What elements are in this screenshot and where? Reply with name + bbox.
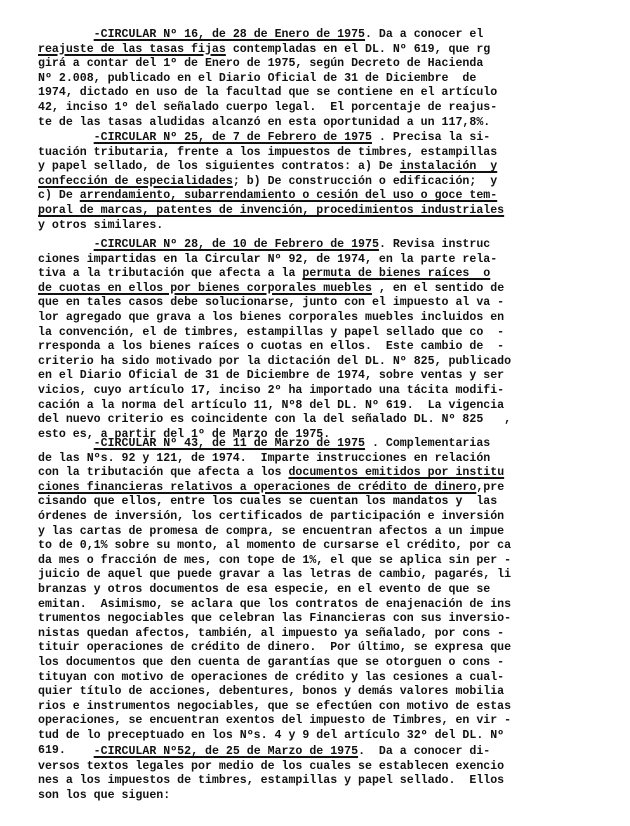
text-segment: juicio de aquel que puede gravar a las letras de cambio, pagarés, li [38,568,512,582]
text-segment: 619. [38,743,66,757]
text-segment: . Complementarias [365,437,491,450]
underlined-text: permuta de bienes raíces o [302,267,491,281]
text-segment: 42, inciso 1º del señalado cuerpo legal. El porcentaje de reajus- [38,101,498,114]
circular-5-line [38,760,504,774]
text-segment: los documentos que den cuenta de garantías que se otorguen o cons - [38,656,505,669]
text-segment: ; b) De construcción o edificación; y [232,174,498,188]
text-segment: nistas quedan afectos, también, al impuesto ya señalado, por cons - [38,626,505,640]
text-segment: y las cartas de promesa de compra, se encuentran afectos a un impue [38,524,505,538]
circular-2-line [38,204,504,218]
text-segment: . Da a conocer di- [358,745,491,758]
underlined-text: confección de especialidades [38,174,233,188]
text-segment: tuación tributaria, frente a los impuestos de timbres, estampillas [38,145,498,159]
circular-2-line [38,219,163,233]
circular-1-line [38,43,490,57]
text-segment: cisando que ellos, entre los cuales se cuentan los mandatos y las [38,495,498,509]
circular-1-line [38,116,490,130]
circular-2-line [38,160,497,174]
underlined-text: -CIRCULAR Nº 16, de 28 de Enero de 1975 [93,28,366,41]
text-segment [38,238,94,251]
circular-1-line [38,28,483,42]
circular-2-line [38,146,497,160]
text-segment: da mes o fracción de mes, con tope de 1%, el que se aplica sin per - [38,553,512,567]
underlined-text: instalación y [399,160,498,174]
circular-3-line [38,340,504,354]
underlined-text: -CIRCULAR Nº 25, de 7 de Febrero de 1975 [93,131,372,144]
circular-4-line [38,685,504,699]
text-segment: son los que siguen: [38,788,171,802]
text-segment: . Precisa la si- [371,131,491,144]
circular-3-line [38,311,504,325]
text-segment: del nuevo criterio es coincidente con la del señalado DL. Nº 825 , [38,413,512,427]
text-segment: vicios, cuyo artículo 17, inciso 2º ha importado una tácita modifi- [38,384,505,397]
text-segment: versos textos legales por medio de los cuales se establecen exencio [38,759,505,773]
text-segment: to de 0,1% sobre su monto, al momento de cursarse el crédito, por ca [38,539,512,553]
circular-4-line [38,495,497,509]
text-segment: trumentos negociables que celebran las Financieras con sus inversio- [38,612,512,626]
text-segment: c) De [38,189,80,203]
circular-4-line [38,466,504,480]
underlined-text: ciones financieras relativos a operaciones de crédito de dinero [38,480,477,494]
circular-5-line [38,774,504,788]
circular-4-line [38,554,511,568]
circular-4-line [38,583,490,597]
text-segment: 1974, dictado en uso de la facultad que se contiene en el artículo [38,86,498,100]
circular-4-line [38,612,511,626]
text-segment: Nº 2.008, publicado en el Diario Oficial de 31 de Diciembre de [38,71,477,85]
circular-4-line [38,598,511,612]
circular-1-line [38,72,476,86]
circular-4-line [38,510,504,524]
text-segment: con la tributación que afecta a los [38,466,289,480]
text-segment: lor agregado que grava a los bienes corporales muebles incluidos en [38,311,505,324]
circular-4-line [38,568,511,582]
text-segment: que en tales casos debe solucionarse, junto con el impuesto al va - [38,296,505,310]
text-segment: quier título de acciones, debentures, bonos y demás valores mobilia [38,685,505,699]
circular-4-line [38,539,511,553]
circular-3-line [38,296,504,310]
circular-3-line [38,282,504,296]
text-segment: ,pre [476,480,505,494]
text-segment: . Da a conocer el [365,28,484,41]
circular-3-line [38,253,497,267]
circular-3-line [38,326,504,340]
circular-3-line [38,384,504,398]
underlined-text: reajuste de las tasas fijas [38,42,226,56]
text-segment: tiva a la tributación que afecta a la [38,267,303,281]
text-segment: operaciones, se encuentran exentos del impuesto de Timbres, en vir - [38,714,512,728]
text-segment: branzas y otros documentos de esa especie, en el evento de que se [38,583,491,596]
circular-4-line [38,700,511,714]
circular-1-line [38,101,497,115]
text-segment: la convención, el de timbres, estampillas y papel sellado que co - [38,325,505,339]
circular-2-line [38,189,497,203]
text-segment: rresponda a los bienes raíces o cuotas en ellos. Este cambio de - [38,340,505,354]
circular-5-line [38,789,170,803]
text-segment: girá a contar del 1º de Enero de 1975, según Decreto de Hacienda [38,57,484,71]
text-segment: en el Diario Oficial de 31 de Diciembre de 1974, sobre ventas y ser [38,369,505,383]
underlined-text: -CIRCULAR Nº 28, de 10 de Febrero de 1975 [93,238,379,251]
circular-2-line [38,175,497,189]
circular-3-line [38,413,511,427]
circular-4-line [38,525,504,539]
circular-4-line [38,481,504,495]
text-segment: tituyan con motivo de operaciones de crédito y las cesiones a cual- [38,670,505,684]
text-segment: órdenes de inversión, los certificados de participación e inversión [38,510,505,523]
circular-4-line [38,452,490,466]
circular-4-line [38,627,504,641]
circular-4-line [38,671,504,685]
text-segment [38,745,94,758]
text-segment: tud de lo preceptuado en los Nºs. 4 y 9 del artículo 32º del DL. Nº [38,729,505,742]
circular-4-line [38,714,511,728]
circular-3-line [38,355,511,369]
text-segment: rios e instrumentos negociables, que se efectúen con motivo de estas [38,699,512,713]
circular-2-line [38,131,490,145]
text-segment: ciones impartidas en la Circular Nº 92, de 1974, en la parte rela- [38,252,498,266]
text-segment: y papel sellado, de los siguientes contratos: a) De [38,160,400,174]
underlined-text: de cuotas en ellos por bienes corporales muebles [38,281,372,295]
circular-3-line [38,238,490,252]
underlined-text: -CIRCULAR Nº52, de 25 de Marzo de 1975 [93,745,359,758]
circular-3-line [38,399,504,413]
text-segment [38,28,94,41]
circular-4-line [38,656,504,670]
text-segment: y otros similares. [38,218,164,232]
text-segment: de las Nºs. 92 y 121, de 1974. Imparte instrucciones en relación [38,451,491,465]
text-segment: cación a la norma del artículo 11, Nº8 del DL. Nº 619. La vigencia [38,398,505,412]
circular-4-line [38,729,504,743]
circular-3-line [38,369,504,383]
circular-4-line [38,641,511,655]
text-segment [38,131,94,144]
text-segment: te de las tasas aludidas alcanzó en esta oportunidad a un 117,8%. [38,115,491,129]
text-segment: emitan. Asimismo, se aclara que los contratos de enajenación de ins [38,597,512,611]
underlined-text: -CIRCULAR Nº 43, de 11 de Marzo de 1975 [93,437,366,450]
text-segment: tituir operaciones de crédito de dinero. Por último, se expresa que [38,641,512,655]
circular-4-line [38,437,490,451]
text-segment: criterio ha sido motivado por la dictación del DL. Nº 825, publicado [38,354,512,368]
text-segment: , en el sentido de [371,281,505,295]
underlined-text: poral de marcas, patentes de invención, procedimientos industriales [38,204,505,217]
text-segment: nes a los impuestos de timbres, estampillas y papel sellado. Ellos [38,774,505,788]
text-segment: . Revisa instruc [378,238,491,251]
circular-5-line [38,745,490,759]
text-segment [38,437,94,450]
underlined-text: documentos emitidos por institu [288,466,505,480]
underlined-text: arrendamiento, subarrendamiento o cesión del uso o goce tem- [79,189,498,203]
circular-1-line [38,57,483,71]
circular-1-line [38,86,497,100]
text-segment: esto es, a partir del 1º de Marzo de 1975. [38,427,331,441]
circular-3-line [38,267,490,281]
text-segment: contempladas en el DL. Nº 619, que rg [225,42,491,56]
